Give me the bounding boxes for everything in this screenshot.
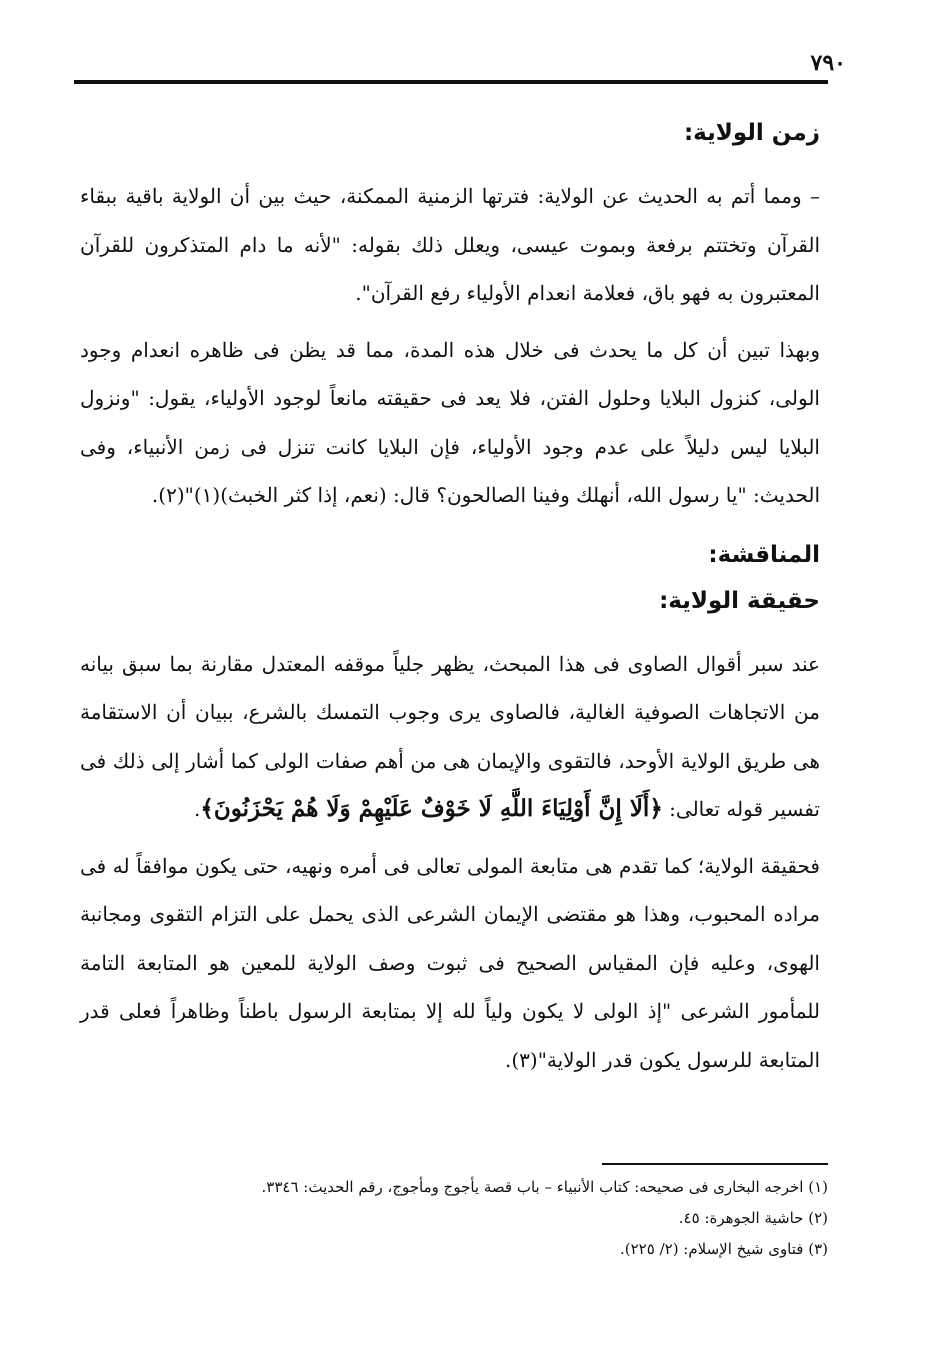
paragraph: وبهذا تبين أن كل ما يحدث فى خلال هذه المدة، مما قد يظن فى ظاهره انعدام وجود الولى، كنزول البلايا وحلول الفتن، فلا يعد فى حقيقته مانعاً لوجود الأولياء، يقول: "ونزول البلايا ليس دليلاً على عدم وجود الأولياء، فإن البلايا كانت تنزل فى زمن الأنبياء، وفى الحديث: "يا رسول الله، أنهلك وفينا الصالحون؟ قال: (نعم، إذا كثر الخبث)(١)"(٢). xyxy=(80,337,820,507)
paragraph: فحقيقة الولاية؛ كما تقدم هى متابعة المولى تعالى فى أمره ونهيه، حتى يكون موافقاً له فى مراده المحبوب، وهذا هو مقتضى الإيمان الشرعى الذى يحمل على التزام التقوى ومجانبة الهوى، وعليه فإن المقياس الصحيح فى ثبوت وصف الولاية للمعين هو المتابعة التامة للمأمور الشرعى "إذ الولى لا يكون ولياً لله إلا بمتابعة الرسول باطناً وظاهراً فعلى قدر المتابعة للرسول يكون قدر الولاية"(٣). xyxy=(80,853,820,1072)
header-rule xyxy=(74,80,828,84)
section-heading-wilaya-period: زمن الولاية: xyxy=(683,120,820,146)
footnote: (٢) حاشية الجوهرة: ٤٥. xyxy=(678,1209,828,1227)
section-heading-discussion: المناقشة: xyxy=(708,541,820,568)
footnote: (١) اخرجه البخارى فى صحيحه: كتاب الأنبياء – باب قصة يأجوج ومأجوج، رقم الحديث: ٣٣٤٦. xyxy=(261,1178,828,1196)
page-body xyxy=(80,112,820,1092)
paragraph: – ومما أتم به الحديث عن الولاية: فترتها الزمنية الممكنة، حيث بين أن الولاية باقية ببقاء القرآن وتختتم برفعة وبموت عيسى، ويعلل ذلك بقوله: "لأنه ما دام المتذكرون للقرآن المعتبرون به فهو باق، فعلامة انعدام الأولياء رفع القرآن". xyxy=(80,184,820,305)
paragraph-text: عند سبر أقوال الصاوى فى هذا المبحث، يظهر جلياً موقفه المعتدل مقارنة بما سبق بيانه من الاتجاهات الصوفية الغالية، فالصاوى يرى وجوب التمسك بالشرع، ببيان أن الاستقامة هى طريق الولاية الأوحد، فالتقوى والإيمان هى من أهم صفات الولى كما أشار إلى ذلك فى تفسير قوله تعالى: xyxy=(80,651,820,821)
paragraph-end: . xyxy=(194,797,201,821)
footnote-separator xyxy=(602,1163,828,1165)
paragraph-with-quran-verse xyxy=(80,640,820,834)
page-number: ٧٩٠ xyxy=(810,50,846,76)
quran-verse: ﴿أَلَا إِنَّ أَوْلِيَاءَ اللَّهِ لَا خَوْفٌ عَلَيْهِمْ وَلَا هُمْ يَحْزَنُونَ﴾ xyxy=(200,795,663,822)
footnote: (٣) فتاوى شيخ الإسلام: (٢/ ٢٢٥). xyxy=(620,1240,828,1258)
footnotes xyxy=(128,1172,828,1265)
section-heading-wilaya-reality: حقيقة الولاية: xyxy=(659,587,820,614)
